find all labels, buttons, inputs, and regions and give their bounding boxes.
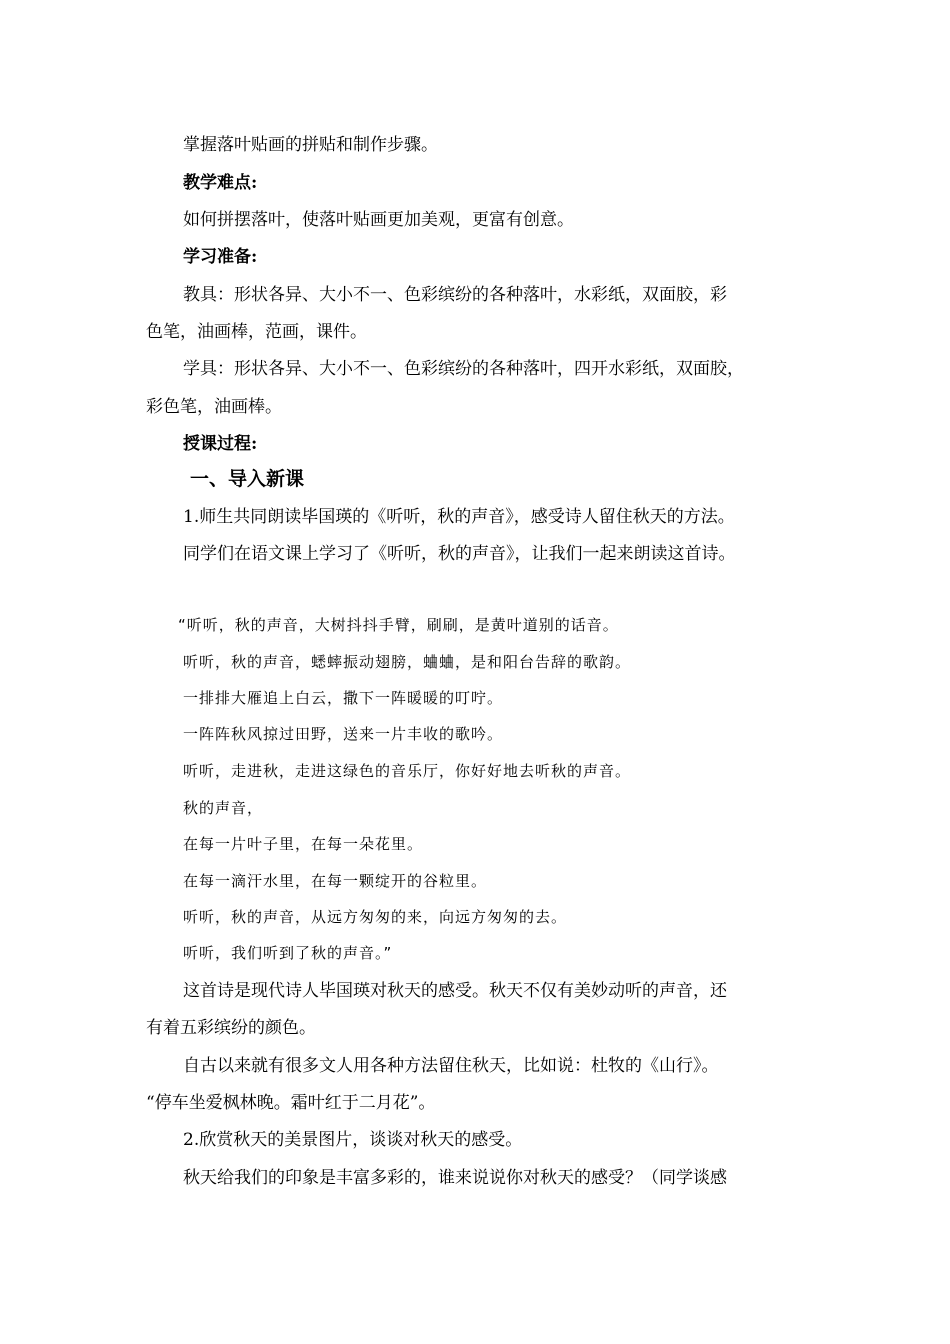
text-line: 自古以来就有很多文人用各种方法留住秋天，比如说：杜牧的《山行》。 — [183, 1056, 719, 1076]
poem-line: 秋的声音， — [183, 799, 264, 817]
text-line: 这首诗是现代诗人毕国瑛对秋天的感受。秋天不仅有美妙动听的声音，还 — [183, 981, 727, 1001]
poem-line: 听听，秋的声音，从远方匆匆的来，向远方匆匆的去。 — [183, 908, 568, 926]
section-heading: 学习准备: — [183, 247, 258, 267]
text-line: “停车坐爱枫林晚。霜叶红于二月花”。 — [146, 1093, 436, 1113]
poem-line: 在每一片叶子里，在每一朵花里。 — [183, 835, 424, 853]
text-line: 如何拼摆落叶，使落叶贴画更加美观，更富有创意。 — [183, 210, 574, 230]
text-line: 教具：形状各异、大小不一、色彩缤纷的各种落叶，水彩纸，双面胶，彩 — [183, 285, 727, 305]
section-heading: 教学难点: — [183, 173, 258, 193]
poem-line: 一排排大雁追上白云，撒下一阵暖暖的叮咛。 — [183, 689, 504, 707]
text-line: 秋天给我们的印象是丰富多彩的，谁来说说你对秋天的感受？（同学谈感 — [183, 1168, 727, 1188]
text-line: 同学们在语文课上学习了《听听，秋的声音》，让我们一起来朗读这首诗。 — [183, 544, 736, 564]
poem-line: 听听，走进秋，走进这绿色的音乐厅，你好好地去听秋的声音。 — [183, 762, 632, 780]
text-line: 色笔，油画棒，范画，课件。 — [146, 322, 367, 342]
poem-line: 听听，我们听到了秋的声音。” — [183, 944, 393, 962]
text-line: 彩色笔，油画棒。 — [146, 397, 282, 417]
text-line: 1.师生共同朗读毕国瑛的《听听，秋的声音》，感受诗人留住秋天的方法。 — [183, 507, 735, 527]
poem-line: 一阵阵秋风掠过田野，送来一片丰收的歌吟。 — [183, 725, 504, 743]
poem-line: “听听，秋的声音，大树抖抖手臂，刷刷，是黄叶道别的话音。 — [178, 616, 619, 634]
text-line: 有着五彩缤纷的颜色。 — [146, 1018, 316, 1038]
text-line: 掌握落叶贴画的拼贴和制作步骤。 — [183, 135, 438, 155]
poem-line: 听听，秋的声音，蟋蟀振动翅膀，蛐蛐，是和阳台告辞的歌韵。 — [183, 653, 632, 671]
poem-line: 在每一滴汗水里，在每一颗绽开的谷粒里。 — [183, 872, 488, 890]
text-line: 学具：形状各异、大小不一、色彩缤纷的各种落叶，四开水彩纸，双面胶， — [183, 359, 744, 379]
section-heading: 授课过程: — [183, 434, 258, 454]
text-line: 2.欣赏秋天的美景图片，谈谈对秋天的感受。 — [183, 1130, 523, 1150]
chapter-heading: 一、导入新课 — [190, 468, 305, 490]
